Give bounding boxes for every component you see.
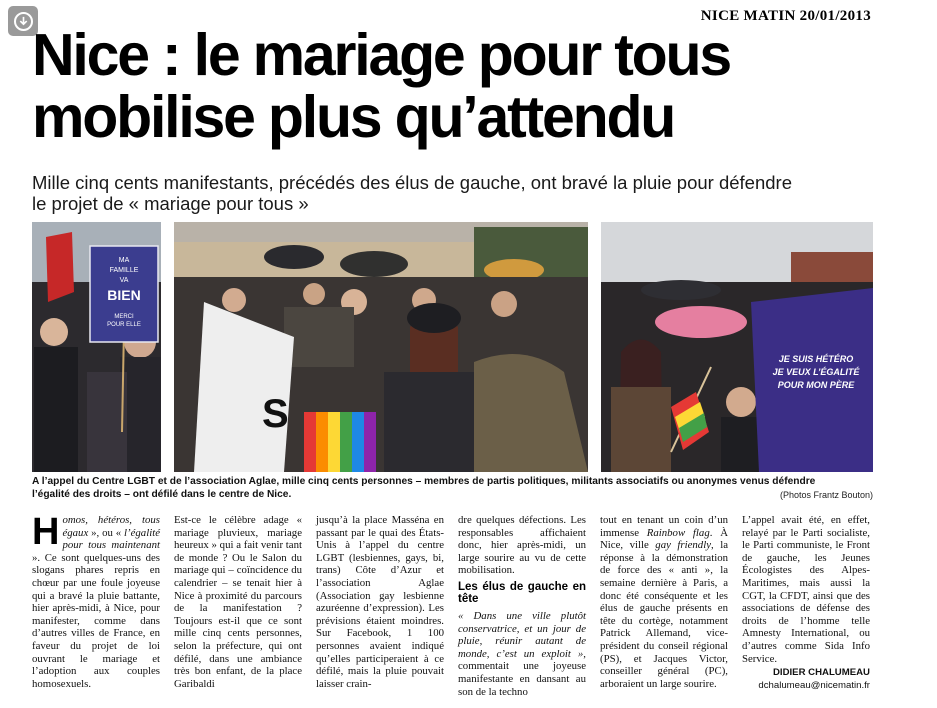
- download-icon: [14, 12, 33, 31]
- photo-caption: [32, 476, 874, 501]
- banner-letter: S: [262, 392, 289, 436]
- sign-line-6: POUR ELLE: [107, 322, 141, 328]
- article-column-6: L’appel avait été, en effet, relayé par le Parti socialiste, le Parti communiste, le Front de gauche, les Jeunes Écologistes des Alpes-Maritimes, mais aussi la CGT, la CFDT, ainsi que des associations de défense des droits de l’homme telle Amnesty International, ou d’autres comme Sida Info Service. DIDIER CHALUMEAU dchalumeau@nicematin.fr: [742, 514, 870, 691]
- dropcap: H: [32, 511, 60, 553]
- author-email: dchalumeau@nicematin.fr: [758, 679, 870, 691]
- right-sign-line-1: JE SUIS HÉTÉRO: [778, 354, 854, 364]
- intertitle: Les élus de gauche en tête: [458, 580, 586, 606]
- sign-line-5: MERCI: [114, 314, 134, 320]
- article-column-3: jusqu’à la place Masséna en passant par le quai des États-Unis à l’appel du centre LGBT (lesbiennes, gays, bi, trans) Côte d’Azur et l’association Aglae (Association gay lesbienne azuréenne d’expression). Les prévisions étaient moindres. Sur Facebook, 1 100 personnes avaient indiqué qu’elles participeraient à ce défilé, mais la pluie pouvait laisser crain-: [316, 514, 444, 690]
- subhead-line-2: le projet de « mariage pour tous »: [32, 193, 309, 214]
- photo-hetero-sign: [601, 222, 873, 472]
- photo-protester-sign: [32, 222, 161, 472]
- author-signature: DIDIER CHALUMEAU: [772, 667, 870, 679]
- article-subhead: [32, 172, 872, 214]
- sign-line-3: VA: [119, 277, 129, 284]
- photo-crowd-march: [174, 222, 588, 472]
- article-column-5: tout en tenant un coin d’un immense Rainbow flag. À Nice, ville gay friendly, la réponse à la démonstration de force des « anti », la semaine dernière à Paris, a donc été conséquente et les élus de gauche présents en tête du cortège, notamment Patrick Allemand, vice-président du conseil régional (PS), et Jacques Victor, conseiller général (PC), arboraient un large sourire.: [600, 514, 729, 690]
- headline-line-1: Nice : le mariage pour tous: [32, 22, 730, 88]
- sign-line-4: BIEN: [107, 287, 141, 303]
- pull-quote: « Dans une ville plutôt conservatrice, et un jour de pluie, réunir autant de monde, c’est un exploit »: [458, 609, 586, 660]
- photo-credit: (Photos Frantz Bouton): [779, 490, 873, 500]
- caption-line-1: A l’appel du Centre LGBT et de l’association Aglae, mille cinq cents personnes – membres de partis politiques, militants associatifs ou anonymes venus défendre: [32, 476, 816, 487]
- article-column-1: Homos, hétéros, tous égaux », ou « l’égalité pour tous maintenant ». Ce sont quelques-uns des slogans phares repris en chœur par une foule joyeuse qui a bravé la pluie battante, hier après-midi, à Nice, pour manifester, comme dans d’autres villes de France, en faveur du projet de loi ouvrant le mariage et l’adoption aux couples homosexuels.: [32, 511, 160, 690]
- sign-line-2: FAMILLE: [109, 267, 139, 274]
- headline-line-2: mobilise plus qu’attendu: [32, 84, 675, 150]
- right-sign-line-2: JE VEUX L’ÉGALITÉ: [772, 367, 860, 377]
- caption-line-2: l’égalité des droits – ont défilé dans le centre de Nice.: [32, 488, 292, 500]
- article-column-2: Est-ce le célèbre adage « mariage pluvieux, mariage heureux » qui a fait venir tant de monde ? Ou le Salon du mariage qui – coïncidence du calendrier – se tenait hier à Nice à proximité du parcours de la manifestation ? Toujours est-il que ce sont mille cinq cents personnes, selon la préfecture, qui ont défilé, dans une ambiance très bon enfant, de la place Garibaldi: [174, 514, 302, 690]
- article-headline: [32, 24, 912, 148]
- right-sign-line-3: POUR MON PÈRE: [777, 380, 855, 390]
- article-body: [32, 511, 877, 704]
- sign-line-1: MA: [118, 257, 130, 264]
- subhead-line-1: Mille cinq cents manifestants, précédés des élus de gauche, ont bravé la pluie pour défendre: [32, 172, 792, 193]
- article-column-4: dre quelques défections. Les responsables affichaient donc, hier après-midi, un large sourire au vu de cette mobilisation. Les élus de gauche en tête « Dans une ville plutôt conservatrice, et un jour de pluie, réunir autant de monde, c’est un exploit », commentait une joyeuse manifestante en dansant au son de la techno: [458, 514, 586, 698]
- newspaper-source-date: NICE MATIN 20/01/2013: [700, 8, 871, 24]
